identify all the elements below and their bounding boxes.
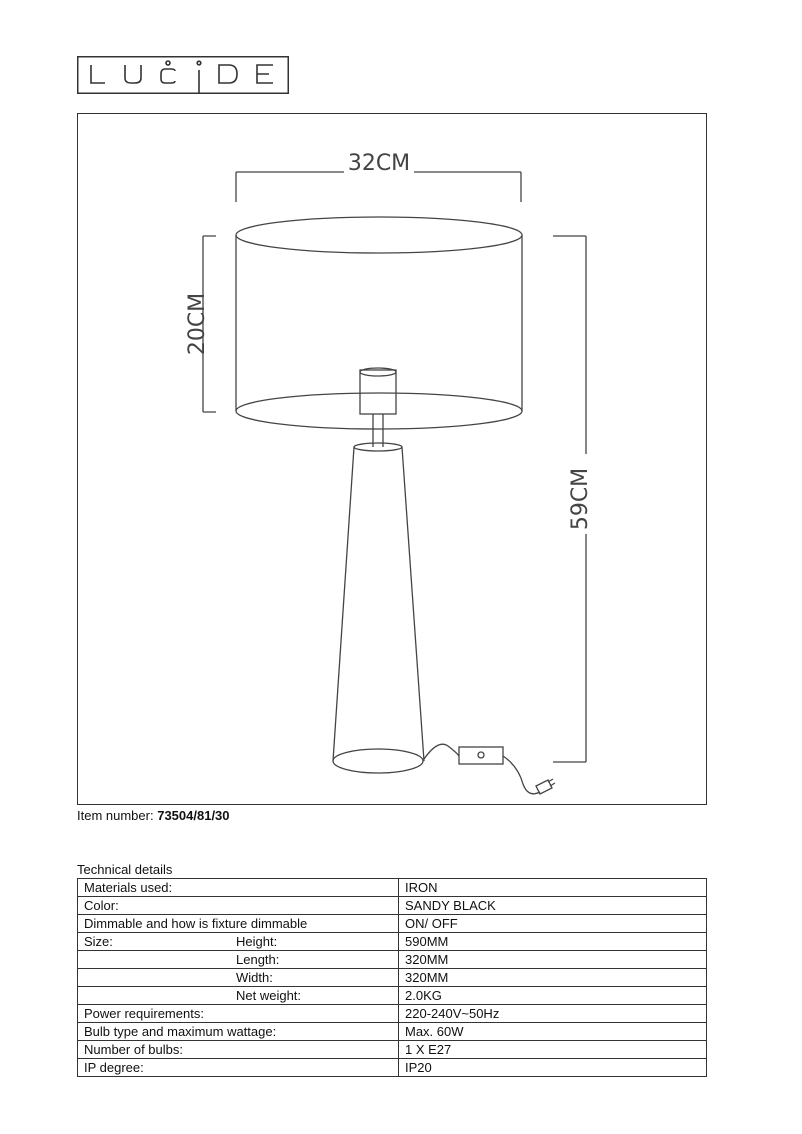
table-row (78, 1059, 707, 1077)
spec-value: 320MM (399, 969, 707, 987)
table-row (78, 1023, 707, 1041)
technical-drawing (77, 113, 707, 805)
spec-label: Bulb type and maximum wattage: (78, 1023, 399, 1041)
table-row (78, 987, 707, 1005)
spec-value: Max. 60W (399, 1023, 707, 1041)
width-dimension-label: 32CM (347, 151, 411, 176)
spec-label: Number of bulbs: (78, 1041, 399, 1059)
spec-sublabel: Net weight: (230, 987, 399, 1005)
table-row (78, 933, 707, 951)
spec-value: 590MM (399, 933, 707, 951)
item-number-line (77, 808, 230, 823)
spec-value: IP20 (399, 1059, 707, 1077)
table-row (78, 879, 707, 897)
table-row (78, 951, 707, 969)
spec-sublabel: Length: (230, 951, 399, 969)
shade-height-dimension-label: 20CM (185, 292, 210, 356)
spec-label: IP degree: (78, 1059, 399, 1077)
table-row (78, 969, 707, 987)
technical-details-table (77, 878, 707, 1077)
total-height-dimension-label: 59CM (568, 467, 593, 531)
spec-value: SANDY BLACK (399, 897, 707, 915)
spec-sublabel: Width: (230, 969, 399, 987)
spec-label: Color: (78, 897, 399, 915)
spec-value: ON/ OFF (399, 915, 707, 933)
technical-details-title: Technical details (77, 862, 173, 877)
lucide-logo (77, 56, 289, 94)
item-number-value: 73504/81/30 (157, 808, 230, 823)
lamp-drawing (78, 114, 708, 806)
spec-value: 220-240V~50Hz (399, 1005, 707, 1023)
spec-value: 2.0KG (399, 987, 707, 1005)
spec-label: Power requirements: (78, 1005, 399, 1023)
spec-label (78, 951, 231, 969)
table-row (78, 1005, 707, 1023)
spec-sublabel: Height: (230, 933, 399, 951)
spec-label (78, 987, 231, 1005)
item-number-label: Item number: (77, 808, 154, 823)
table-row (78, 897, 707, 915)
spec-label: Materials used: (78, 879, 399, 897)
spec-value: 1 X E27 (399, 1041, 707, 1059)
table-row (78, 1041, 707, 1059)
spec-label (78, 969, 231, 987)
spec-value: IRON (399, 879, 707, 897)
spec-label: Dimmable and how is fixture dimmable (78, 915, 399, 933)
spec-label: Size: (78, 933, 231, 951)
spec-value: 320MM (399, 951, 707, 969)
table-row (78, 915, 707, 933)
